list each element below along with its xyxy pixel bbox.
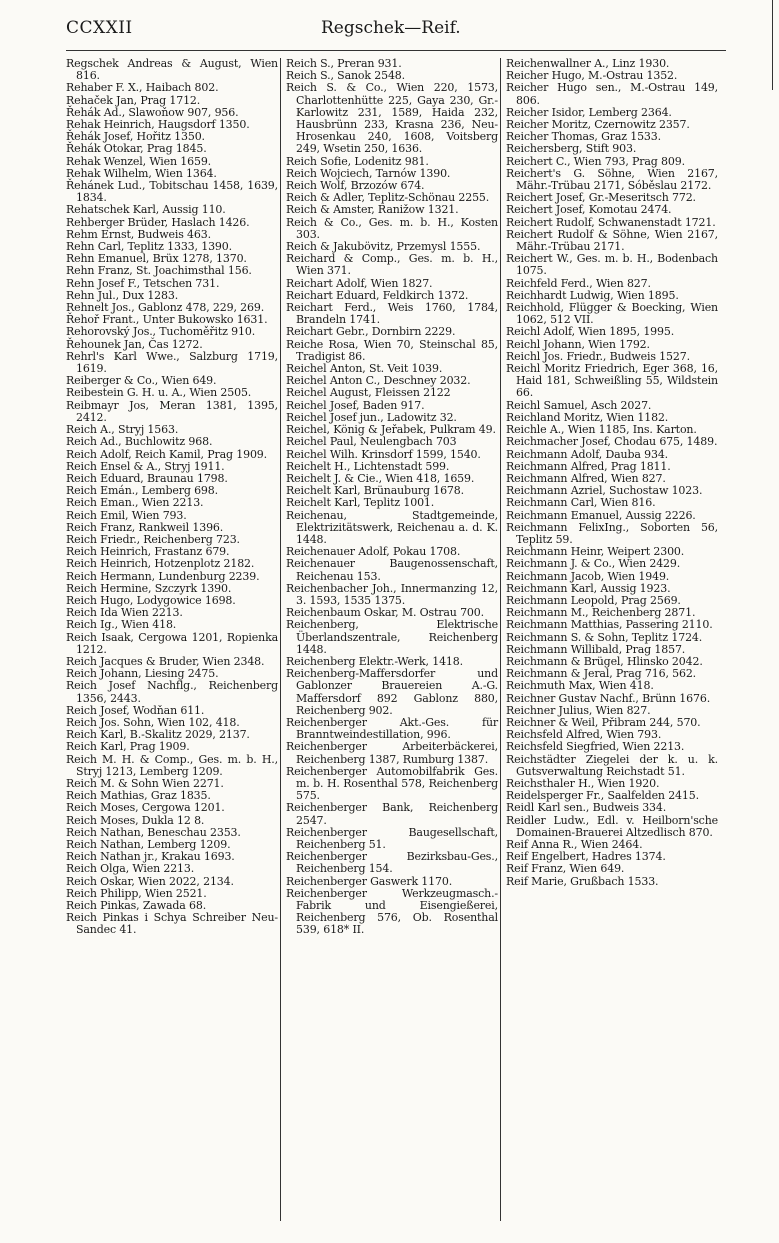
- directory-entry: Reichart Adolf, Wien 1827.: [286, 276, 433, 290]
- directory-entry: Reichert C., Wien 793, Prag 809.: [506, 154, 685, 168]
- directory-entry: Reich & Amster, Ranižow 1321.: [286, 203, 459, 217]
- directory-entry: Reich Sofie, Lodenitz 981.: [286, 154, 429, 168]
- directory-entry: Rehnelt Jos., Gablonz 478, 229, 269.: [66, 301, 265, 315]
- directory-entry: Reichenberger Werkzeugmasch.-Fabrik und Eisengießerei, Reichenberg 576, Ob. Rosenthal 539, 618* II.: [286, 886, 498, 937]
- directory-entry: Reicher Isidor, Lemberg 2364.: [506, 105, 672, 119]
- directory-entry: Reich Adolf, Reich Kamil, Prag 1909.: [66, 447, 267, 461]
- directory-entry: Reich Hermann, Lundenburg 2239.: [66, 569, 260, 583]
- directory-entry: Reichenberg Elektr.-Werk, 1418.: [286, 654, 463, 668]
- directory-entry: Rehaček Jan, Prag 1712.: [66, 93, 201, 107]
- running-title: Regschek—Reif.: [321, 18, 461, 38]
- directory-entry: Reichel Paul, Neulengbach 703: [286, 435, 457, 449]
- directory-entry: Reichl Adolf, Wien 1895, 1995.: [506, 325, 675, 339]
- directory-entry: Reich Nathan, Lemberg 1209.: [66, 838, 231, 851]
- directory-entry: Rehn Emanuel, Brüx 1278, 1370.: [66, 252, 247, 266]
- directory-entry: Reichl Moritz Friedrich, Eger 368, 16, Haid 181, Schweißling 55, Wildstein 66.: [506, 362, 718, 400]
- directory-entry: Reichstädter Ziegelei der k. u. k. Gutsverwaltung Reichstadt 51.: [506, 752, 718, 778]
- directory-entry: Reichmann Emanuel, Aussig 2226.: [506, 508, 696, 522]
- column-3: [506, 58, 718, 888]
- directory-entry: Reich S. & Co., Wien 220, 1573, Charlottenhütte 225, Gaya 230, Gr.-Karlowitz 231, 1589, Haida 232, Hausbrünn 233, Krasna 236, Neu-Hrosenkau 240, 1608, Voitsberg 249, Wsetin 250, 1636.: [286, 81, 498, 156]
- directory-entry: Reichert Josef, Komotau 2474.: [506, 203, 672, 217]
- directory-entry: Reich Eduard, Braunau 1798.: [66, 471, 228, 485]
- column-2: [286, 58, 498, 937]
- column-1: [66, 58, 278, 937]
- directory-entry: Rehm Ernst, Budweis 463.: [66, 227, 211, 241]
- directory-entry: Reichmann S. & Sohn, Teplitz 1724.: [506, 630, 703, 644]
- directory-entry: Reich Nathan, Beneschau 2353.: [66, 825, 241, 839]
- directory-entry: Reichart Gebr., Dornbirn 2229.: [286, 325, 456, 339]
- directory-entry: Reich Wolf, Brzozów 674.: [286, 179, 425, 193]
- directory-entry: Reichert W., Ges. m. b. H., Bodenbach 1075.: [506, 252, 718, 278]
- directory-entry: Reibmayr Jos, Meran 1381, 1395, 2412.: [66, 398, 278, 424]
- column-divider-2: [500, 58, 501, 1221]
- directory-entry: Reichel Josef jun., Ladowitz 32.: [286, 410, 457, 424]
- directory-entry: Reichner Julius, Wien 827.: [506, 703, 651, 717]
- directory-entry: Reichmann Adolf, Dauba 934.: [506, 447, 669, 461]
- directory-entry: Reich Ig., Wien 418.: [66, 618, 177, 632]
- directory-entry: Reichenbacher Joh., Innermanzing 12, 3. 1593, 1535 1375.: [286, 581, 498, 607]
- page-header: [66, 18, 726, 48]
- directory-entry: Reich Ad., Buchlowitz 968.: [66, 435, 213, 449]
- directory-entry: Reichenau, Stadtgemeinde, Elektrizitätswerk, Reichenau a. d. K. 1448.: [286, 508, 498, 546]
- directory-entry: Reichsthaler H., Wien 1920.: [506, 776, 660, 790]
- directory-entry: Reichmann Jacob, Wien 1949.: [506, 569, 670, 583]
- directory-entry: Reichenbaum Oskar, M. Ostrau 700.: [286, 606, 484, 620]
- directory-entry: Reif Anna R., Wien 2464.: [506, 838, 643, 851]
- directory-entry: Reichhardt Ludwig, Wien 1895.: [506, 288, 679, 302]
- directory-entry: Reich Nathan jr., Krakau 1693.: [66, 850, 235, 864]
- directory-entry: Reichl Johann, Wien 1792.: [506, 337, 650, 351]
- directory-entry: Reichert's G. Söhne, Wien 2167, Mähr.-Trübau 2171, Sóběslau 2172.: [506, 166, 718, 193]
- directory-entry: Reichel Wilh. Krinsdorf 1599, 1540.: [286, 447, 481, 461]
- column-divider-1: [280, 58, 281, 1221]
- directory-entry: Reichenberger Automobilfabrik Ges. m. b. H. Rosenthal 578, Reichenberg 575.: [286, 764, 498, 803]
- directory-entry: Reicher Hugo, M.-Ostrau 1352.: [506, 69, 678, 83]
- directory-entry: Reich M. H. & Comp., Ges. m. b. H., Stryj 1213, Lemberg 1209.: [66, 752, 278, 778]
- directory-entry: Reich Eman., Wien 2213.: [66, 496, 204, 510]
- directory-entry: Reichert Rudolf & Söhne, Wien 2167, Mähr.-Trübau 2171.: [506, 227, 718, 254]
- directory-entry: Rehn Jul., Dux 1283.: [66, 288, 179, 302]
- directory-entry: Reichenberg, Elektrische Überlandszentrale, Reichenberg 1448.: [286, 618, 498, 656]
- directory-entry: Regschek Andreas & August, Wien 816.: [66, 57, 278, 83]
- directory-entry: Reich Isaak, Cergowa 1201, Ropienka 1212.: [66, 630, 278, 656]
- directory-entry: Rehaber F. X., Haibach 802.: [66, 81, 219, 95]
- directory-entry: Reif Franz, Wien 649.: [506, 862, 625, 876]
- directory-entry: Reichenberger Bank, Reichenberg 2547.: [286, 801, 498, 827]
- directory-entry: Reich Karl, Prag 1909.: [66, 740, 190, 754]
- directory-entry: Reichelt Karl, Teplitz 1001.: [286, 496, 435, 510]
- directory-entry: Reich Ensel & A., Stryj 1911.: [66, 459, 225, 473]
- directory-entry: Reichelt Karl, Brünauburg 1678.: [286, 484, 464, 498]
- directory-entry: Reich Philipp, Wien 2521.: [66, 886, 207, 900]
- directory-entry: Rehatschek Karl, Aussig 110.: [66, 203, 226, 217]
- directory-entry: Reichart Ferd., Weis 1760, 1784, Brandeln 1741.: [286, 301, 498, 327]
- directory-entry: Reichmann & Jeral, Prag 716, 562.: [506, 667, 697, 681]
- directory-entry: Reich Emán., Lemberg 698.: [66, 484, 218, 498]
- directory-entry: Reich Heinrich, Hotzenplotz 2182.: [66, 557, 255, 571]
- directory-entry: Reiche Rosa, Wien 70, Steinschal 85, Tradigist 86.: [286, 337, 498, 363]
- directory-entry: Reichland Moritz, Wien 1182.: [506, 410, 669, 424]
- directory-entry: Reich Johann, Liesing 2475.: [66, 667, 219, 681]
- directory-entry: Reich S., Preran 931.: [286, 57, 402, 70]
- directory-entry: Rehberger Brüder, Haslach 1426.: [66, 215, 250, 229]
- directory-entry: Reichel Josef, Baden 917.: [286, 398, 425, 412]
- directory-entry: Reich Wojciech, Tarnów 1390.: [286, 166, 451, 180]
- page-edge-mark: [772, 0, 773, 90]
- directory-entry: Reichfeld Ferd., Wien 827.: [506, 276, 651, 290]
- directory-entry: Reichelt H., Lichtenstadt 599.: [286, 459, 450, 473]
- directory-entry: Řehounek Jan, Čas 1272.: [66, 337, 203, 351]
- directory-entry: Řehák Josef, Hořitz 1350.: [66, 130, 205, 144]
- directory-entry: Reichert Josef, Gr.-Meseritsch 772.: [506, 191, 696, 205]
- directory-entry: Reichard & Comp., Ges. m. b. H., Wien 371.: [286, 252, 498, 278]
- directory-entry: Reichmann J. & Co., Wien 2429.: [506, 557, 681, 571]
- directory-entry: Reicher Thomas, Graz 1533.: [506, 130, 661, 144]
- directory-entry: Reichenauer Adolf, Pokau 1708.: [286, 545, 461, 559]
- directory-entry: Reichmann Leopold, Prag 2569.: [506, 593, 681, 607]
- directory-entry: Reichert Rudolf, Schwanenstadt 1721.: [506, 215, 716, 229]
- directory-entry: Reicher Hugo sen., M.-Ostrau 149, 806.: [506, 81, 718, 107]
- directory-entry: Reich Jacques & Bruder, Wien 2348.: [66, 654, 265, 668]
- directory-entry: Reich Franz, Rankweil 1396.: [66, 520, 224, 534]
- directory-entry: Reichenberger Baugesellschaft, Reichenberg 51.: [286, 825, 498, 851]
- directory-entry: Reichle A., Wien 1185, Ins. Karton.: [506, 423, 697, 437]
- directory-entry: Rehorovský Jos., Tuchoměřitz 910.: [66, 325, 256, 339]
- directory-entry: Reich Pinkas, Zawada 68.: [66, 899, 207, 913]
- directory-entry: Reichmann FelixIng., Soborten 56, Teplitz 59.: [506, 520, 718, 546]
- directory-entry: Reibestein G. H. u. A., Wien 2505.: [66, 386, 252, 400]
- directory-entry: Reichsfeld Siegfried, Wien 2213.: [506, 740, 685, 754]
- directory-entry: Reichmann Azriel, Suchostaw 1023.: [506, 484, 703, 498]
- directory-entry: Reichmann Carl, Wien 816.: [506, 496, 656, 510]
- directory-entry: Reich & Jakubövitz, Przemysl 1555.: [286, 240, 481, 254]
- directory-entry: Reich Moses, Cergowa 1201.: [66, 801, 225, 815]
- directory-entry: Reichel Anton C., Deschney 2032.: [286, 374, 471, 388]
- directory-entry: Rehn Franz, St. Joachimsthal 156.: [66, 264, 252, 278]
- directory-entry: Reichmann Alfred, Prag 1811.: [506, 459, 671, 473]
- directory-entry: Reich Moses, Dukla 12 8.: [66, 813, 205, 827]
- directory-entry: Rehn Carl, Teplitz 1333, 1390.: [66, 240, 232, 254]
- directory-entry: Reichenberger Akt.-Ges. für Branntweindestillation, 996.: [286, 715, 498, 742]
- directory-entry: Reich & Co., Ges. m. b. H., Kosten 303.: [286, 215, 498, 241]
- directory-entry: Reichel, König & Jeřabek, Pulkram 49.: [286, 423, 496, 437]
- directory-entry: Reich Ida Wien 2213.: [66, 606, 183, 620]
- directory-entry: Reichenberger Bezirksbau-Ges., Reichenberg 154.: [286, 850, 498, 876]
- directory-entry: Reich Josef Nachflg., Reichenberg 1356, 2443.: [66, 679, 278, 705]
- directory-entry: Reichmann & Brügel, Hlinsko 2042.: [506, 654, 703, 668]
- directory-entry: Reidelsperger Fr., Saalfelden 2415.: [506, 789, 699, 803]
- directory-entry: Řehoř Frant., Unter Bukowsko 1631.: [66, 313, 268, 327]
- directory-entry: Reich Karl, B.-Skalitz 2029, 2137.: [66, 728, 250, 742]
- directory-entry: Reichenberg-Maffersdorfer und Gablonzer Brauereien A.-G. Maffersdorf 892 Gablonz 880, Reichenberg 902.: [286, 667, 498, 717]
- directory-entry: Reichel August, Fleissen 2122: [286, 386, 451, 400]
- directory-entry: Reich Hugo, Lodygowice 1698.: [66, 593, 236, 607]
- directory-entry: Reif Marie, Grußbach 1533.: [506, 874, 659, 888]
- directory-entry: Řehánek Lud., Tobitschau 1458, 1639, 1834.: [66, 179, 278, 205]
- directory-entry: Reich A., Stryj 1563.: [66, 423, 179, 437]
- directory-entry: Reicher Moritz, Czernowitz 2357.: [506, 118, 690, 132]
- directory-entry: Reichel Anton, St. Veit 1039.: [286, 362, 443, 376]
- directory-entry: Reich Olga, Wien 2213.: [66, 862, 195, 876]
- directory-entry: Reidler Ludw., Edl. v. Heilborn'sche Domainen-Brauerei Altzedlisch 870.: [506, 813, 718, 839]
- directory-entry: Reichmann Karl, Aussig 1923.: [506, 581, 671, 595]
- directory-entry: Reichmann Willibald, Prag 1857.: [506, 642, 686, 656]
- directory-entry: Reichmuth Max, Wien 418.: [506, 679, 654, 693]
- directory-entry: Reich Pinkas i Schya Schreiber Neu-Sandec 41.: [66, 911, 278, 937]
- directory-entry: Rehrl's Karl Wwe., Salzburg 1719, 1619.: [66, 349, 278, 376]
- directory-entry: Reichelt J. & Cie., Wien 418, 1659.: [286, 471, 475, 485]
- directory-entry: Reichenauer Baugenossenschaft, Reichenau 153.: [286, 557, 498, 583]
- directory-entry: Reichsfeld Alfred, Wien 793.: [506, 728, 662, 742]
- directory-entry: Reich M. & Sohn Wien 2271.: [66, 776, 224, 790]
- directory-entry: Reichenberger Gaswerk 1170.: [286, 874, 453, 888]
- directory-entry: Reichmann M., Reichenberg 2871.: [506, 606, 696, 620]
- directory-entry: Reichmann Alfred, Wien 827.: [506, 471, 666, 485]
- directory-entry: Reif Engelbert, Hadres 1374.: [506, 850, 666, 864]
- directory-entry: Reich Jos. Sohn, Wien 102, 418.: [66, 715, 240, 729]
- directory-entry: Reidl Karl sen., Budweis 334.: [506, 801, 667, 815]
- directory-entry: Reich Oskar, Wien 2022, 2134.: [66, 874, 234, 888]
- directory-entry: Reich S., Sanok 2548.: [286, 69, 405, 83]
- directory-entry: Řehák Otokar, Prag 1845.: [66, 142, 207, 156]
- directory-entry: Reichmann Matthias, Passering 2110.: [506, 618, 713, 632]
- directory-entry: Reichl Jos. Friedr., Budweis 1527.: [506, 349, 690, 363]
- directory-entry: Reich Friedr., Reichenberg 723.: [66, 532, 240, 546]
- directory-entry: Reich Emil, Wien 793.: [66, 508, 187, 522]
- directory-entry: Reichenberger Arbeiterbäckerei, Reichenberg 1387, Rumburg 1387.: [286, 740, 498, 766]
- directory-entry: Reichmann Heinr, Weipert 2300.: [506, 545, 685, 559]
- directory-entry: Reich Mathias, Graz 1835.: [66, 789, 211, 803]
- directory-entry: Reich Josef, Wodňan 611.: [66, 703, 205, 717]
- header-rule: [66, 50, 726, 51]
- directory-entry: Reichenwallner A., Linz 1930.: [506, 57, 670, 70]
- directory-entry: Řehák Ad., Slawoňow 907, 956.: [66, 105, 239, 119]
- directory-entry: Reiberger & Co., Wien 649.: [66, 374, 217, 388]
- directory-entry: Rehak Wilhelm, Wien 1364.: [66, 166, 217, 180]
- directory-entry: Reichhold, Flügger & Boecking, Wien 1062, 512 VII.: [506, 301, 718, 327]
- directory-entry: Reich Hermine, Szczyrk 1390.: [66, 581, 232, 595]
- directory-entry: Reichner & Weil, Přibram 244, 570.: [506, 715, 701, 729]
- directory-entry: Reich Heinrich, Frastanz 679.: [66, 545, 230, 559]
- directory-entry: Rehak Heinrich, Haugsdorf 1350.: [66, 118, 250, 132]
- directory-entry: Reichersberg, Stift 903.: [506, 142, 637, 156]
- directory-entry: Rehak Wenzel, Wien 1659.: [66, 154, 212, 168]
- directory-entry: Rehn Josef F., Tetschen 731.: [66, 276, 220, 290]
- directory-entry: Reichner Gustav Nachf., Brünn 1676.: [506, 691, 711, 705]
- directory-entry: Reichl Samuel, Asch 2027.: [506, 398, 652, 412]
- page-number: CCXXII: [66, 18, 133, 38]
- directory-entry: Reich & Adler, Teplitz-Schönau 2255.: [286, 191, 490, 205]
- directory-entry: Reichmacher Josef, Chodau 675, 1489.: [506, 435, 718, 449]
- directory-entry: Reichart Eduard, Feldkirch 1372.: [286, 288, 469, 302]
